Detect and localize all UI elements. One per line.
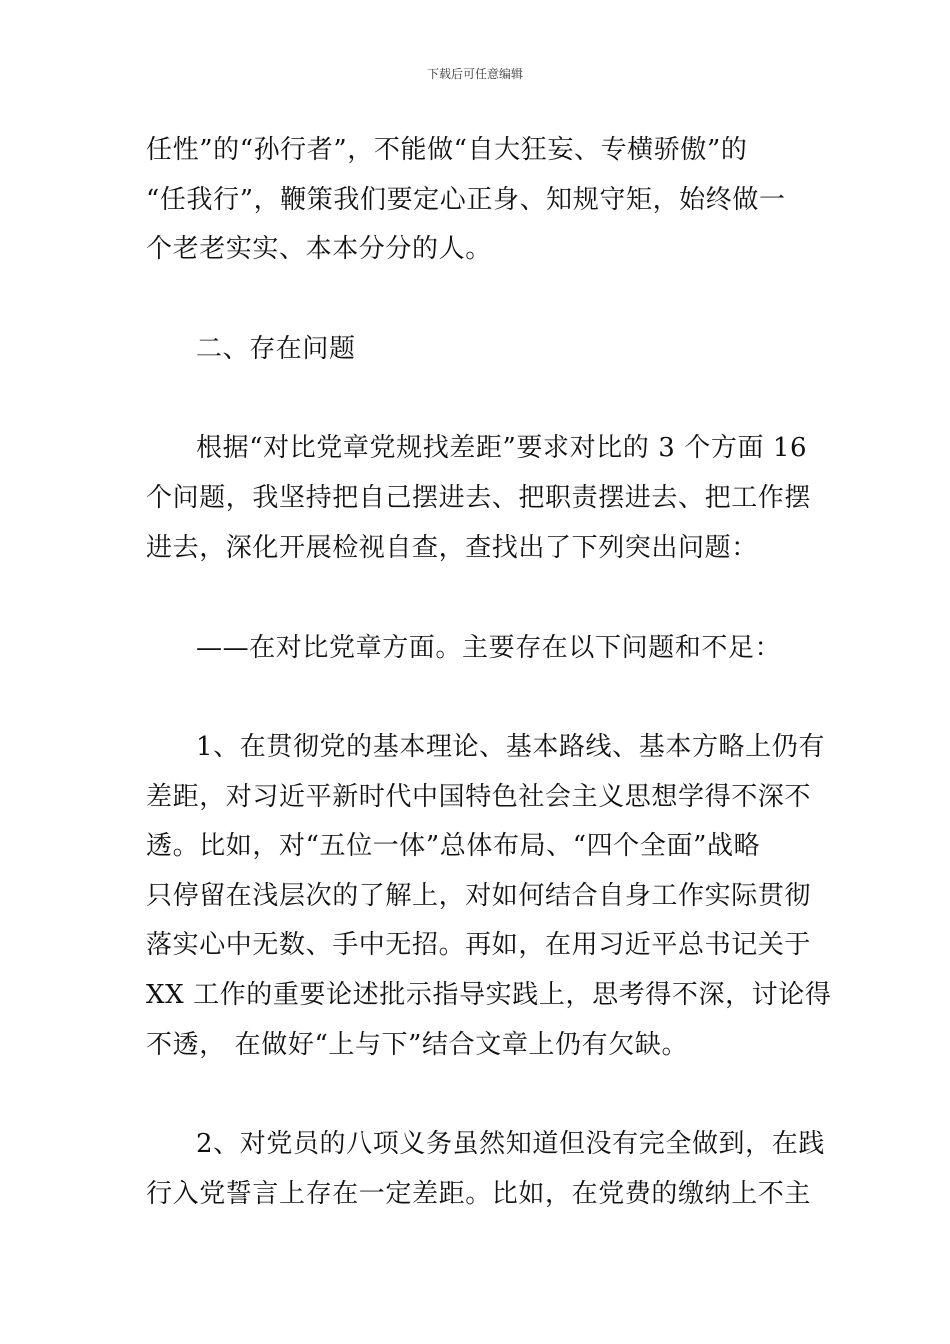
text-line: 2、对党员的八项义务虽然知道但没有完全做到，在践 <box>196 1129 825 1159</box>
text-line: “任我行”，鞭策我们要定心正身、知规守矩，始终做一 <box>146 185 786 215</box>
text-line: 个老老实实、本本分分的人。 <box>146 234 492 264</box>
text-line: 任性”的“孙行者”，不能做“自大狂妄、专横骄傲”的 <box>146 135 748 165</box>
text-line: 行入党誓言上存在一定差距。比如，在党费的缴纳上不主 <box>146 1179 812 1209</box>
section-heading: 二、存在问题 <box>196 334 356 364</box>
text-line: XX 工作的重要论述批示指导实践上，思考得不深，讨论得 <box>146 980 832 1010</box>
text-line: 落实心中无数、手中无招。再如，在用习近平总书记关于 <box>146 930 812 960</box>
page-header: 下载后可任意编辑 <box>426 67 523 81</box>
text-line: 不透， 在做好“上与下”结合文章上仍有欠缺。 <box>146 1030 689 1060</box>
text-line: 个问题，我坚持把自己摆进去、把职责摆进去、把工作摆 <box>146 483 812 513</box>
text-line: 进去，深化开展检视自查，查找出了下列突出问题： <box>146 533 758 563</box>
text-line: 差距，对习近平新时代中国特色社会主义思想学得不深不 <box>146 782 812 812</box>
text-line: 只停留在浅层次的了解上，对如何结合自身工作实际贯彻 <box>146 881 812 911</box>
subsection-heading: ——在对比党章方面。主要存在以下问题和不足： <box>196 633 782 663</box>
text-line: 透。比如，对“五位一体”总体布局、“四个全面”战略 <box>146 831 761 861</box>
text-line: 1、在贯彻党的基本理论、基本路线、基本方略上仍有 <box>196 732 825 762</box>
text-line: 根据“对比党章党规找差距”要求对比的 3 个方面 16 <box>196 433 808 463</box>
